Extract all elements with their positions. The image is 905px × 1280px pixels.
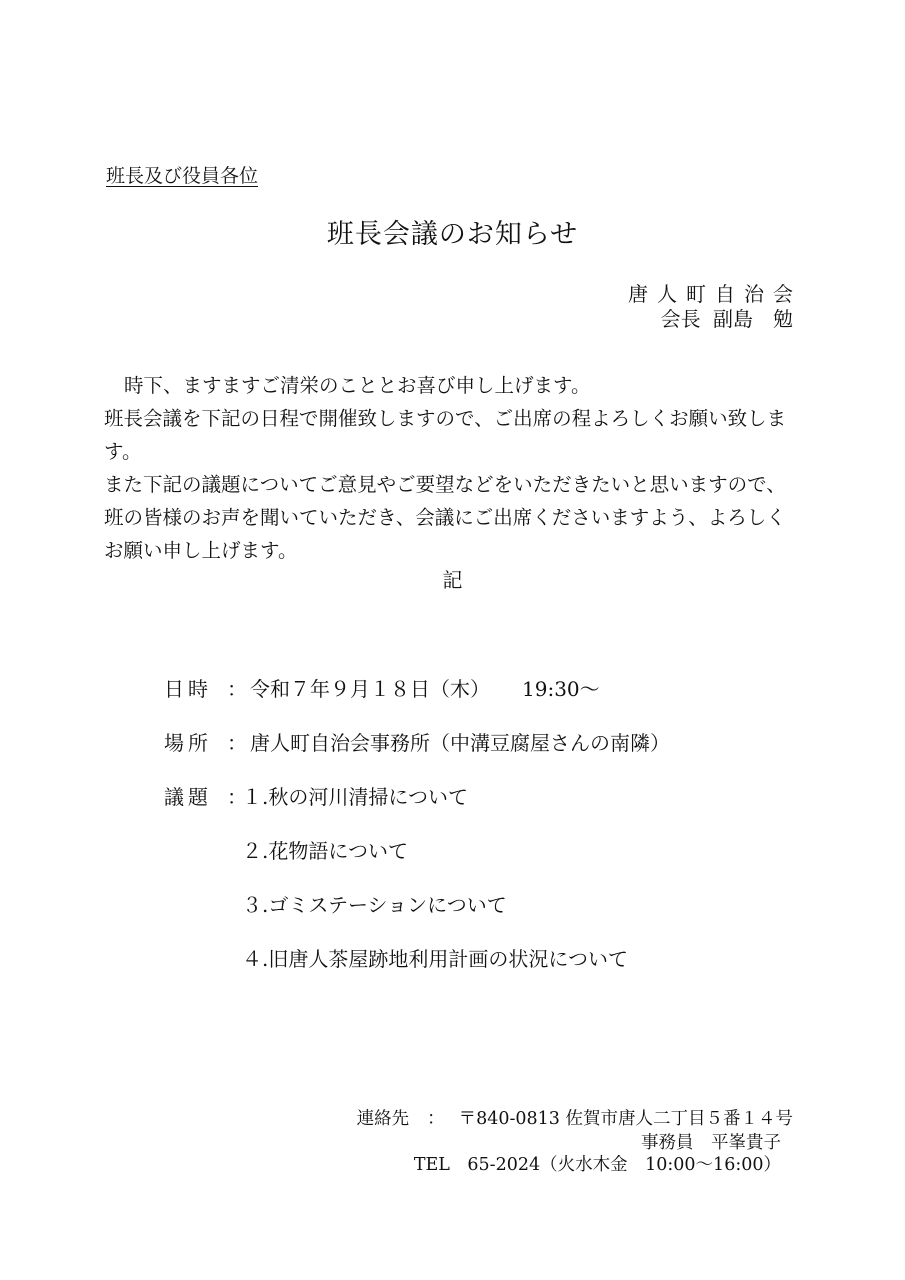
datetime-row xyxy=(164,673,600,702)
announcement-paragraph: 班長会議を下記の日程で開催致しますので、ご出席の程よろしくお願い致します。 xyxy=(104,407,787,463)
body-text xyxy=(104,369,804,567)
contact-clerk: 事務員 平峯貴子 xyxy=(641,1133,781,1153)
agenda-item-4: ４.旧唐人茶屋跡地利用計画の状況について xyxy=(242,947,628,971)
datetime-colon: ： xyxy=(227,677,247,701)
request-paragraph: また下記の議題についてご意見やご要望などをいただきたいと思いますので、班の皆様のお声を聞いていただき、会議にご出席くださいますよう、よろしくお願い申し上げます。 xyxy=(104,473,786,562)
place-row xyxy=(164,727,670,756)
meeting-date: 令和７年９月１８日（木） xyxy=(250,677,490,701)
contact-label: 連絡先 xyxy=(356,1109,410,1129)
agenda-item-2: ２.花物語について xyxy=(242,839,408,863)
greeting-line: 時下、ますますご清栄のこととお喜び申し上げます。 xyxy=(124,374,591,397)
agenda-row xyxy=(164,781,250,810)
contact-tel: TEL 65-2024（火水木金 10:00～16:00） xyxy=(413,1155,781,1175)
sender-organization: 唐人町自治会 xyxy=(628,282,802,306)
agenda-colon: ： xyxy=(227,785,247,809)
agenda-label: 議題 xyxy=(164,785,212,809)
agenda-item-1: １.秋の河川清掃について xyxy=(242,785,468,809)
contact-address-row xyxy=(357,1105,793,1130)
page-title: 班長会議のお知らせ xyxy=(326,219,579,250)
addressee: 班長及び役員各位 xyxy=(106,165,259,187)
sender-person: 会長 副島 勉 xyxy=(660,307,793,331)
ki-heading: 記 xyxy=(442,568,463,592)
meeting-place: 唐人町自治会事務所（中溝豆腐屋さんの南隣） xyxy=(250,731,670,755)
sender-block xyxy=(628,282,802,332)
place-colon: ： xyxy=(227,731,247,755)
agenda-item-3: ３.ゴミステーションについて xyxy=(242,893,507,917)
meeting-time: 19:30～ xyxy=(522,677,600,701)
contact-address: 〒840-0813 佐賀市唐人二丁目５番１４号 xyxy=(458,1109,793,1129)
contact-colon: ： xyxy=(427,1109,445,1129)
place-label: 場所 xyxy=(164,731,212,755)
datetime-label: 日時 xyxy=(164,677,212,701)
